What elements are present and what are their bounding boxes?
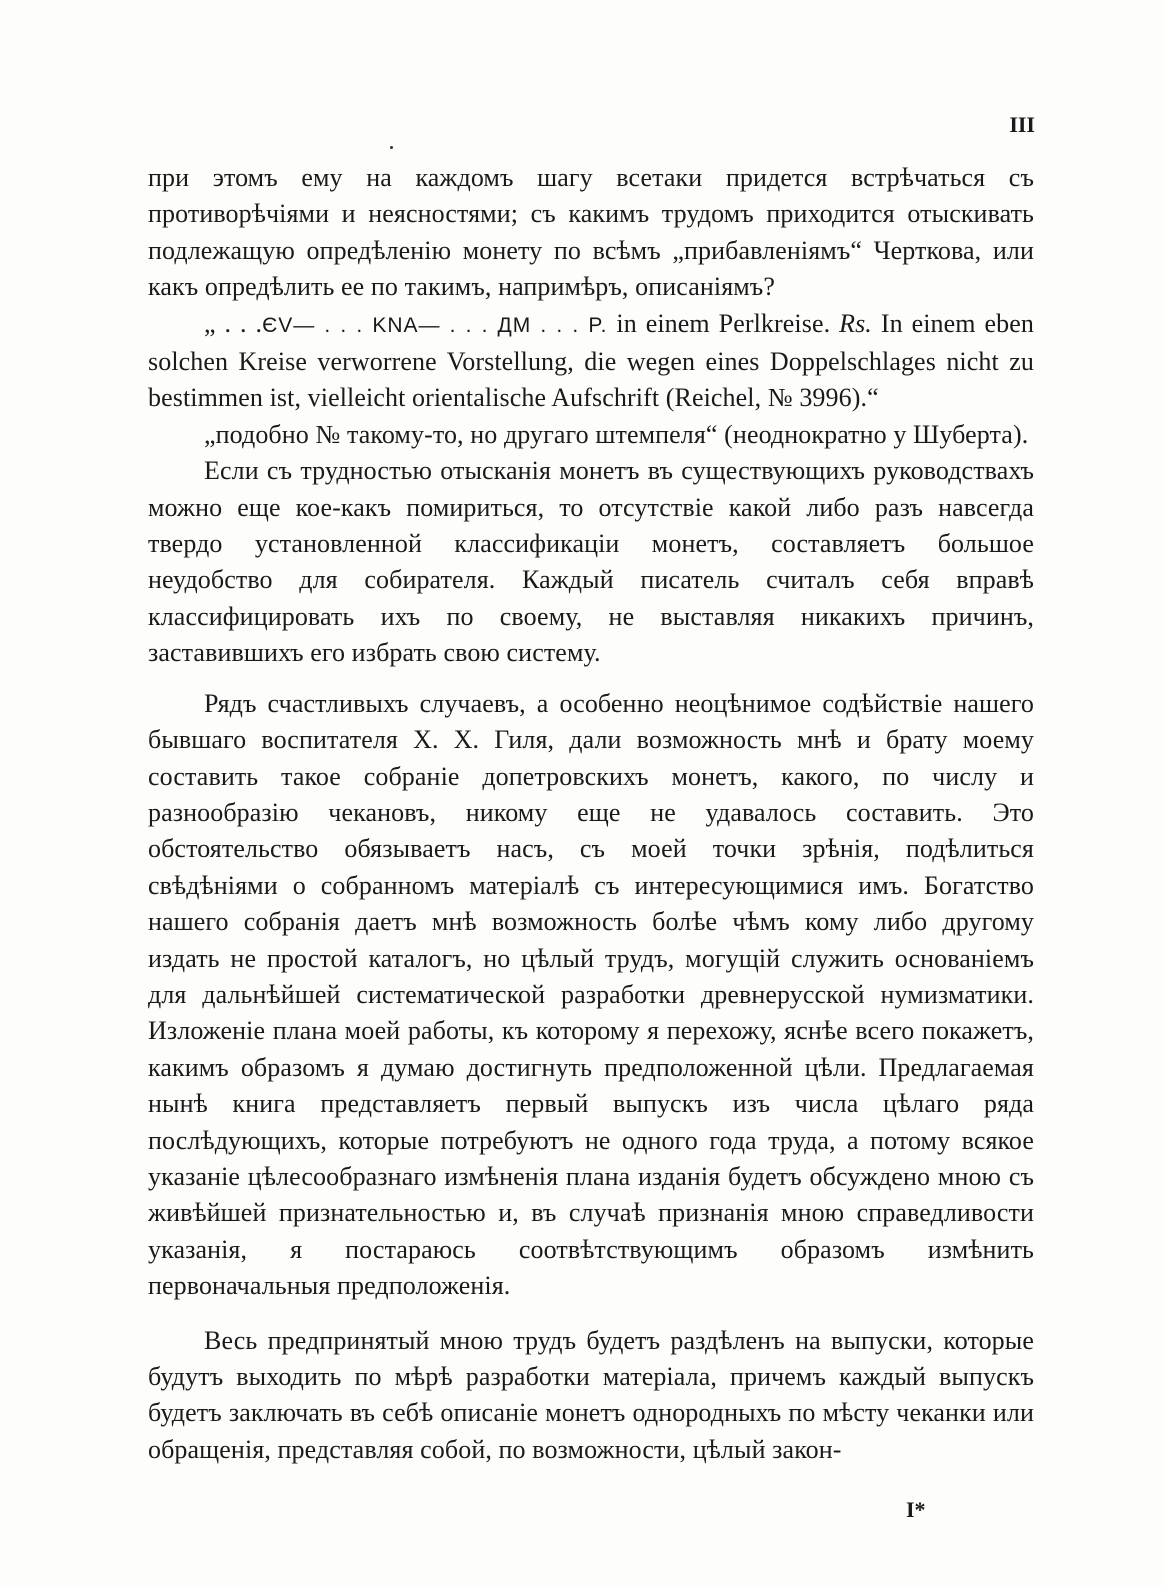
coin-legend: ЄV— . . . KNA— . . . ДM . . . P. xyxy=(262,313,608,337)
body-text xyxy=(148,160,1034,1468)
quote-text-a: in einem Perlkreise. xyxy=(607,308,840,338)
quote-paragraph xyxy=(148,306,1034,417)
quote-text-b: In einem eben solchen Kreise verworrene Vorstellung, die wegen eines Doppelschlages nicht zu bestimmen ist, vielleicht orientalische Aufschrift (Reichel, № 3996).“ xyxy=(148,308,1034,413)
paragraph-3: Если съ трудностью отысканiя монетъ въ существующихъ руководствахъ можно еще кое-какъ помириться, то отсутствiе какой либо разъ навсегда твердо установленной классификацiи монетъ, составляетъ большое неудобство для собирателя. Каждый писатель считалъ себя вправѣ классифицировать ихъ по своему, не выставляя никакихъ причинъ, заставившихъ его избрать свою систему. xyxy=(148,456,1034,668)
paragraph-4: Рядъ счастливыхъ случаевъ, а особенно неоцѣнимое содѣйствiе нашего бывшаго воспитателя Х. Х. Гиля, дали возможность мнѣ и брату моему составить такое собранiе допетровскихъ монетъ, какого, по числу и разнообразiю чекановъ, никому еще не удавалось составить. Это обстоятельство обязываетъ насъ, съ моей точки зрѣнiя, подѣлиться свѣдѣнiями о собранномъ матерiалѣ съ интересующимися имъ. Богатство нашего собранiя даетъ мнѣ возможность болѣе чѣмъ кому либо другому издать не простой каталогъ, но цѣлый трудъ, могущiй служить основанiемъ для дальнѣйшей систематической разработки древнерусской нумизматики. Изложенiе плана моей работы, къ которому я перехожу, яснѣе всего покажетъ, какимъ образомъ я думаю достигнуть предположенной цѣли. Предлагаемая нынѣ книга представляетъ первый выпускъ изъ числа цѣлаго ряда послѣдующихъ, которые потребуютъ не одного года труда, а потому всякое указанiе цѣлесообразнаго измѣненiя плана изданiя будетъ обсуждено мною съ живѣйшей признательностью и, въ случаѣ признанiя мною справедливости указанiя, я постараюсь соотвѣтствующимъ образомъ измѣнить первоначальныя предположенiя. xyxy=(148,688,1034,1301)
paragraph-2: „подобно № такому-то, но другаго штемпеля“ (неоднократно у Шуберта). xyxy=(204,419,1029,449)
printer-signature-mark: I* xyxy=(906,1497,926,1522)
paragraph-1: при этомъ ему на каждомъ шагу всетаки придется встрѣчаться съ противорѣчiями и неясностями; съ какимъ трудомъ приходится отыскивать подлежащую опредѣленiю монету по всѣмъ „прибавленiямъ“ Черткова, или какъ опредѣлить ее по такимъ, напримѣръ, описанiямъ? xyxy=(148,163,1034,302)
print-speck xyxy=(390,146,393,149)
quote-open: „ . . . xyxy=(204,308,263,338)
paragraph-5: Весь предпринятый мною трудъ будетъ раздѣленъ на выпуски, которые будутъ выходить по мѣрѣ разработки матерiала, причемъ каждый выпускъ будетъ заключать въ себѣ описанiе монетъ однородныхъ по мѣсту чеканки или обращенiя, представляя собой, по возможности, цѣлый закон- xyxy=(148,1325,1034,1464)
page-number: III xyxy=(1009,112,1035,137)
reverse-abbrev: Rs. xyxy=(839,308,872,338)
